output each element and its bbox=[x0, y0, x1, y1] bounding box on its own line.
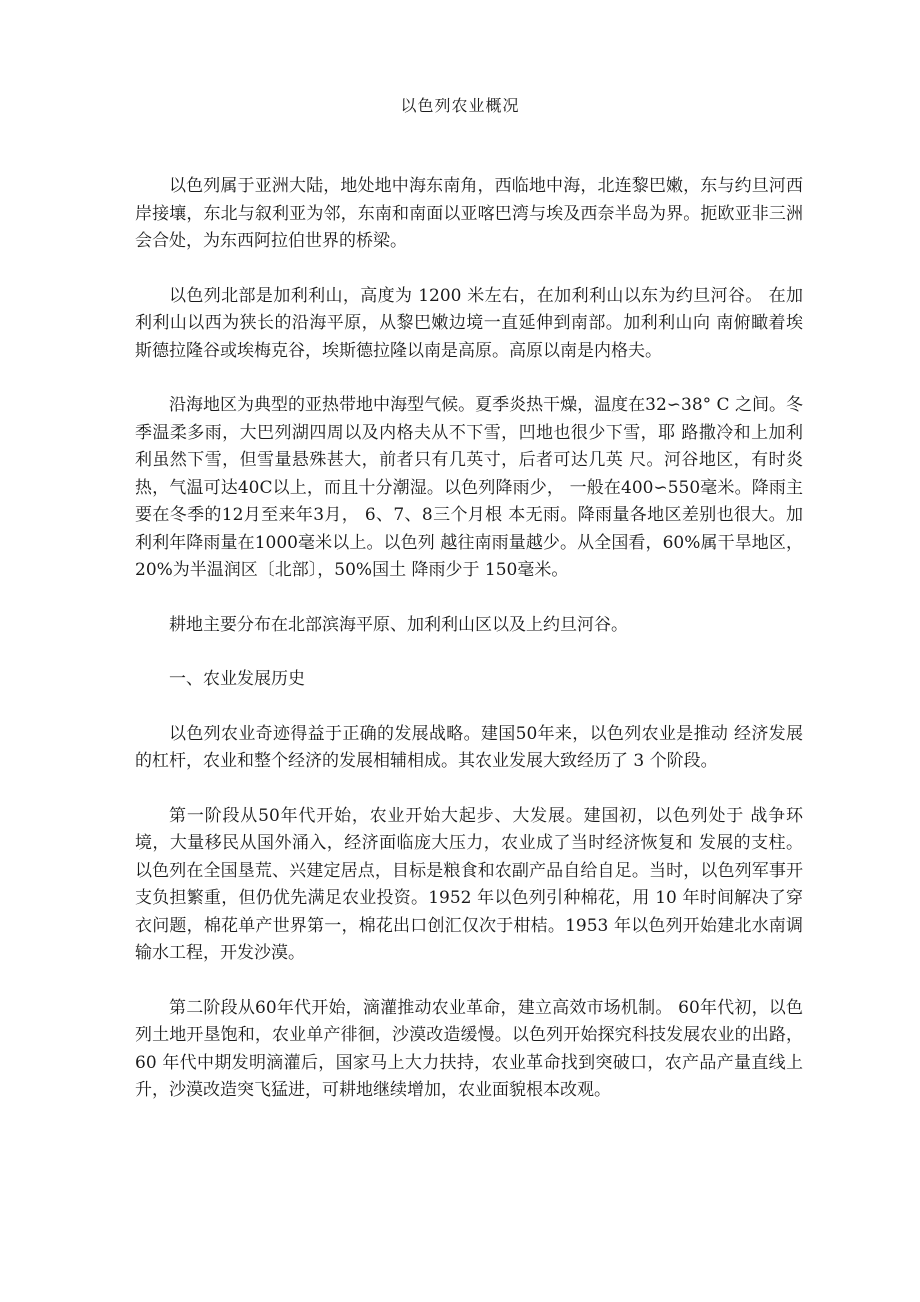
section-heading: 一、农业发展历史 bbox=[169, 669, 305, 689]
paragraph-location: 以色列属于亚洲大陆，地处地中海东南角，西临地中海，北连黎巴嫩，东与约旦河西岸接壤，东北与叙利亚为邻，东南和南面以亚喀巴湾与埃及西奈半岛为界。扼欧亚非三洲会合处，为东西阿拉伯世界的桥梁。 bbox=[135, 176, 803, 251]
paragraph-terrain: 以色列北部是加利利山，高度为 1200 米左右，在加利利山以东为约旦河谷。 在加利利山以西为狭长的沿海平原，从黎巴嫩边境一直延伸到南部。加利利山向 南俯瞰着埃斯德拉隆谷或埃梅克谷，埃斯德拉隆以南是高原。高原以南是内格夫。 bbox=[135, 285, 803, 361]
paragraph-farmland: 耕地主要分布在北部滨海平原、加利利山区以及上约旦河谷。 bbox=[169, 614, 628, 635]
paragraph-climate: 沿海地区为典型的亚热带地中海型气候。夏季炎热干燥，温度在32∽38° C 之间。冬季温柔多雨，大巴列湖四周以及内格夫从不下雪，凹地也很少下雪，耶 路撒冷和上加利利虽然下雪，但雪量悬殊甚大，前者只有几英寸，后者可达几英 尺。河谷地区，有时炎热，气温可达40C以上，而且十分潮湿。以色列降雨少， 一般在400∽550毫米。降雨主要在冬季的12月至来年3月， 6、7、8三个月根 本无雨。降雨量各地区差别也很大。加利利年降雨量在1000毫米以上。以色列 越往南雨量越少。从全国看，60%属干旱地区，20%为半温润区〔北部〕，50%国土 降雨少于 150毫米。 bbox=[135, 395, 803, 580]
document-title: 以色列农业概况 bbox=[400, 96, 520, 115]
document-body bbox=[135, 173, 803, 1132]
paragraph-stage-one: 第一阶段从50年代开始，农业开始大起步、大发展。建国初，以色列处于 战争环境，大量移民从国外涌入，经济面临庞大压力，农业成了当时经济恢复和 发展的支柱。以色列在全国垦荒、兴建定居点，目标是粮食和农副产品自给自足。当时，以色列军事开支负担繁重，但仍优先满足农业投资。1952 年以色列引种棉花，用 10 年时间解决了穿衣问题，棉花单产世界第一，棉花出口创汇仅次于柑桔。1953 年以色列开始建北水南调输水工程，开发沙漠。 bbox=[135, 805, 803, 963]
paragraph-history-intro: 以色列农业奇迹得益于正确的发展战略。建国50年来，以色列农业是推动 经济发展的杠杆，农业和整个经济的发展相辅相成。其农业发展大致经历了 3 个阶段。 bbox=[135, 723, 803, 771]
paragraph-stage-two: 第二阶段从60年代开始，滴灌推动农业革命，建立高效市场机制。 60年代初，以色列土地开垦饱和，农业单产徘徊，沙漠改造缓慢。以色列开始探究科技发展农业的出路，60 年代中期发明滴灌后，国家马上大力扶持，农业革命找到突破口，农产品产量直线上升，沙漠改造突飞猛进，可耕地继续增加，农业面貌根本改观。 bbox=[135, 997, 803, 1100]
